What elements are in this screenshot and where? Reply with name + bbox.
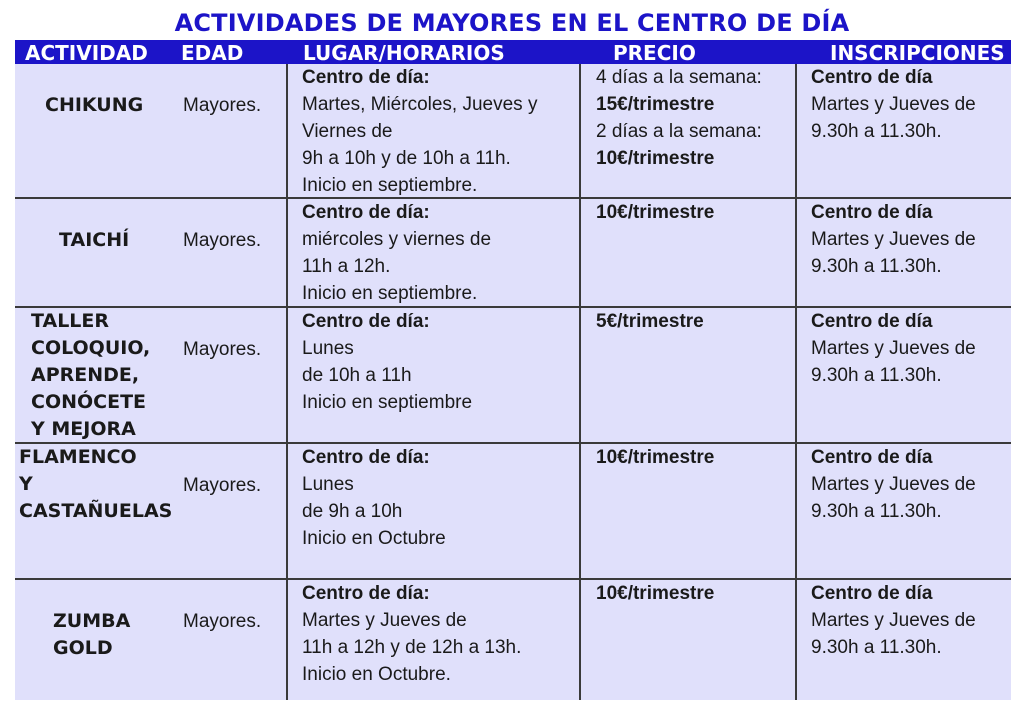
location-schedule	[302, 444, 446, 552]
age-value: Mayores.	[183, 475, 262, 496]
registration	[811, 64, 976, 145]
location-title: Centro de día:	[302, 447, 430, 468]
price	[596, 444, 714, 471]
schedule-line: 11h a 12h.	[302, 256, 391, 277]
activity-name	[45, 92, 143, 119]
price	[596, 64, 762, 172]
schedule-line: 11h a 12h y de 12h a 13h.	[302, 637, 522, 658]
registration	[811, 199, 976, 280]
registration-line: Martes y Jueves de	[811, 94, 976, 115]
location-schedule	[302, 199, 491, 307]
location-schedule	[302, 64, 537, 199]
schedule-line: Inicio en Octubre.	[302, 664, 451, 685]
price	[596, 308, 704, 335]
table-row	[15, 580, 1011, 700]
price-line: 10€/trimestre	[596, 202, 715, 223]
schedule-line: Martes y Jueves de	[302, 610, 467, 631]
activity-name-line: CONÓCETE	[31, 391, 147, 413]
header-lugar-horarios: LUGAR/HORARIOS	[303, 41, 505, 65]
registration-line: Martes y Jueves de	[811, 610, 976, 631]
registration-title: Centro de día	[811, 67, 933, 88]
activity-name-line: FLAMENCO	[19, 446, 137, 468]
schedule-line: miércoles y viernes de	[302, 229, 492, 250]
location-title: Centro de día:	[302, 311, 430, 332]
activity-name-line: GOLD	[53, 637, 113, 659]
price-line: 10€/trimestre	[596, 447, 715, 468]
activity-name-line: TALLER	[31, 310, 110, 332]
location-title: Centro de día:	[302, 202, 430, 223]
registration-title: Centro de día	[811, 583, 933, 604]
location-schedule	[302, 580, 521, 688]
activity-name-line: COLOQUIO,	[31, 337, 151, 359]
price-line: 10€/trimestre	[596, 148, 715, 169]
price-line: 10€/trimestre	[596, 583, 715, 604]
table-row	[15, 64, 1011, 197]
activities-table	[15, 40, 1011, 700]
header-inscripciones: INSCRIPCIONES	[830, 41, 1005, 65]
registration-line: Martes y Jueves de	[811, 474, 976, 495]
schedule-line: Viernes de	[302, 121, 393, 142]
activity-name-line: CHIKUNG	[45, 94, 144, 116]
price	[596, 199, 714, 226]
registration-line: Martes y Jueves de	[811, 229, 976, 250]
registration-line: 9.30h a 11.30h.	[811, 256, 942, 277]
schedule-line: Inicio en septiembre.	[302, 283, 478, 304]
location-title: Centro de día:	[302, 583, 430, 604]
header-actividad: ACTIVIDAD	[25, 41, 148, 65]
registration	[811, 444, 976, 525]
schedule-line: 9h a 10h y de 10h a 11h.	[302, 148, 511, 169]
table-row	[15, 444, 1011, 578]
price-line: 15€/trimestre	[596, 94, 715, 115]
header-edad: EDAD	[181, 41, 244, 65]
price-line: 2 días a la semana:	[596, 121, 762, 142]
table-row	[15, 199, 1011, 306]
age-value: Mayores.	[183, 230, 262, 251]
page-title: ACTIVIDADES DE MAYORES EN EL CENTRO DE DÍA	[174, 9, 850, 37]
registration	[811, 308, 976, 389]
registration-line: 9.30h a 11.30h.	[811, 365, 942, 386]
schedule-line: Lunes	[302, 474, 354, 495]
header-precio: PRECIO	[613, 41, 696, 65]
activity-name-line: CASTAÑUELAS	[19, 500, 173, 522]
activity-name	[19, 444, 172, 525]
schedule-line: de 10h a 11h	[302, 365, 412, 386]
age-value: Mayores.	[183, 339, 262, 360]
registration-line: 9.30h a 11.30h.	[811, 637, 942, 658]
registration	[811, 580, 976, 661]
price	[596, 580, 714, 607]
registration-title: Centro de día	[811, 447, 933, 468]
schedule-line: Inicio en Octubre	[302, 528, 446, 549]
activity-name	[53, 608, 130, 662]
schedule-line: Martes, Miércoles, Jueves y	[302, 94, 538, 115]
registration-line: Martes y Jueves de	[811, 338, 976, 359]
schedule-line: de 9h a 10h	[302, 501, 403, 522]
table-row	[15, 308, 1011, 442]
table-header	[15, 40, 1011, 64]
activity-name-line: ZUMBA	[53, 610, 131, 632]
activity-name-line: TAICHÍ	[59, 229, 130, 251]
location-title: Centro de día:	[302, 67, 430, 88]
age-value: Mayores.	[183, 611, 262, 632]
activity-name-line: Y	[19, 473, 33, 495]
schedule-line: Inicio en septiembre	[302, 392, 473, 413]
registration-line: 9.30h a 11.30h.	[811, 501, 942, 522]
schedule-line: Lunes	[302, 338, 354, 359]
registration-title: Centro de día	[811, 311, 933, 332]
location-schedule	[302, 308, 472, 416]
registration-line: 9.30h a 11.30h.	[811, 121, 942, 142]
activity-name-line: Y MEJORA	[31, 418, 136, 440]
activity-name	[59, 227, 129, 254]
activity-name-line: APRENDE,	[31, 364, 140, 386]
schedule-line: Inicio en septiembre.	[302, 175, 478, 196]
price-line: 5€/trimestre	[596, 311, 704, 332]
age-value: Mayores.	[183, 95, 262, 116]
activity-name	[31, 308, 150, 443]
registration-title: Centro de día	[811, 202, 933, 223]
price-line: 4 días a la semana:	[596, 67, 762, 88]
